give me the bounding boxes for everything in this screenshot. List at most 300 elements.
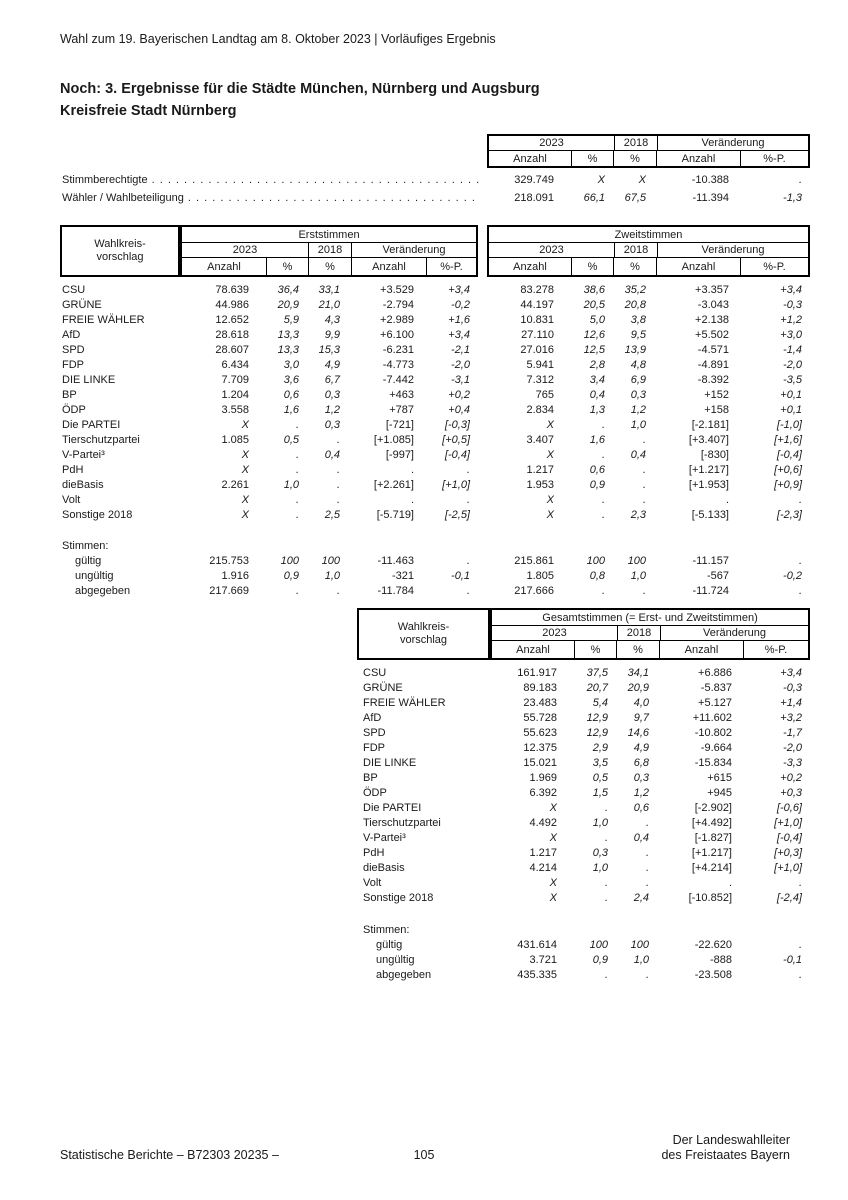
gesamt-change-pctp: +1,4	[780, 697, 802, 709]
zweit-anzahl-2023: 7.312	[526, 374, 554, 386]
gesamt-anzahl-2023: 3.721	[529, 954, 557, 966]
erst-change-pctp: .	[466, 585, 470, 597]
gesamt-change-anzahl: +11.602	[692, 712, 732, 724]
zweit-change-pctp: +0,1	[780, 389, 802, 401]
gesamt-pct-2018: .	[645, 847, 649, 859]
zweit-pct-2018: 1,2	[630, 404, 646, 416]
zweit-pct-2018: 35,2	[624, 284, 646, 296]
gesamt-change-pctp: +3,4	[780, 667, 802, 679]
zweit-pct-2018: 100	[627, 555, 646, 567]
gesamt-pct-2018: 6,8	[633, 757, 649, 769]
gesamt-change-anzahl: -23.508	[694, 969, 732, 981]
value-anzahl-2023: 329.749	[514, 174, 554, 186]
erst-subcol-row	[182, 258, 476, 275]
zweit-change-anzahl: .	[725, 494, 729, 506]
gesamt-pct-2023: 1,0	[592, 862, 608, 874]
erst-pct-2023: 100	[280, 555, 299, 567]
zweit-anzahl-2023: X	[546, 449, 554, 461]
erst-change-pctp: +3,4	[448, 329, 470, 341]
erst-change-pctp: +1,6	[448, 314, 470, 326]
summary-row	[60, 189, 810, 207]
summary-year-row	[489, 136, 808, 151]
erststimmen-title: Erststimmen	[182, 227, 476, 243]
gesamt-pct-2023: 2,9	[592, 742, 608, 754]
summary-subcol-row	[489, 151, 808, 166]
erst-pct-2023: 36,4	[277, 284, 299, 296]
party-row	[60, 343, 810, 358]
erst-pct-2018: .	[336, 464, 340, 476]
column-gap	[478, 283, 487, 298]
zweit-anzahl-2023: 765	[535, 389, 554, 401]
column-gap	[478, 478, 487, 493]
zweit-pct-2018: 3,8	[630, 314, 646, 326]
gesamt-pct-2023: .	[604, 892, 608, 904]
gesamt-pct-2018: 0,3	[633, 772, 649, 784]
erst-pct-2023: .	[295, 464, 299, 476]
title-line-1: Noch: 3. Ergebnisse für die Städte München, Nürnberg und Augsburg	[60, 81, 540, 97]
gesamt-pct-2023: 100	[589, 939, 608, 951]
zweit-anzahl-2023: 3.407	[526, 434, 554, 446]
erst-change-anzahl: [-5.719]	[376, 509, 414, 521]
erst-anzahl-2023: 1.204	[221, 389, 249, 401]
col-2018: 2018	[614, 243, 657, 257]
erst-pct-2018: .	[336, 479, 340, 491]
gesamt-anzahl-2023: X	[549, 877, 557, 889]
party-name: GRÜNE	[363, 682, 403, 694]
col-veraenderung-anzahl: Anzahl	[659, 641, 743, 658]
erst-change-pctp: +0,2	[448, 389, 470, 401]
erst-change-anzahl: -11.463	[377, 555, 414, 567]
wahlkreis-line-2: vorschlag	[399, 634, 448, 646]
gesamt-change-anzahl: +615	[707, 772, 732, 784]
erst-pct-2023: .	[295, 449, 299, 461]
zweit-pct-2023: 0,9	[589, 479, 605, 491]
erst-pct-2023: 1,6	[283, 404, 299, 416]
zweit-change-anzahl: [+3.407]	[688, 434, 729, 446]
party-name: ÖDP	[62, 404, 86, 416]
erst-pct-2018: 33,1	[318, 284, 340, 296]
party-name: dieBasis	[62, 479, 104, 491]
value-change-pctp: .	[798, 174, 802, 186]
stimmen-label: Stimmen:	[62, 540, 109, 552]
stimmen-row	[60, 584, 810, 599]
erst-change-anzahl: .	[410, 464, 414, 476]
erst-change-anzahl: +3.529	[380, 284, 414, 296]
gesamt-anzahl-2023: 1.969	[529, 772, 557, 784]
gesamt-change-pctp: -0,1	[783, 954, 802, 966]
summary-label-cell	[60, 189, 487, 207]
dot-leader	[152, 171, 479, 189]
party-row	[357, 741, 810, 756]
party-name: DIE LINKE	[363, 757, 417, 769]
party-row	[60, 463, 810, 478]
stimmen-row	[357, 953, 810, 968]
wahlkreis-header-cell	[60, 225, 180, 277]
column-gap	[478, 508, 487, 523]
party-row	[357, 711, 810, 726]
col-pct: %	[571, 151, 613, 166]
gesamt-change-anzahl: +5.127	[698, 697, 732, 709]
zweit-change-pctp: +3,4	[780, 284, 802, 296]
erst-anzahl-2023: 12.652	[215, 314, 249, 326]
col-pctp: %-P.	[740, 258, 808, 275]
stimmen-row-label: gültig	[75, 555, 102, 567]
party-name: PdH	[363, 847, 385, 859]
gesamt-anzahl-2023: 55.623	[523, 727, 557, 739]
zweit-pct-2023: 20,5	[583, 299, 605, 311]
erst-change-pctp: .	[466, 464, 470, 476]
zweit-anzahl-2023: 5.941	[526, 359, 554, 371]
erst-pct-2018: 0,3	[324, 419, 340, 431]
column-gap	[478, 328, 487, 343]
total-table-header	[357, 608, 810, 660]
gesamt-change-pctp: -3,3	[783, 757, 802, 769]
gesamt-change-anzahl: -888	[709, 954, 732, 966]
zweit-change-anzahl: [+1.953]	[688, 479, 729, 491]
main-table-body	[60, 283, 810, 523]
gesamt-change-anzahl: -9.664	[700, 742, 732, 754]
column-gap	[478, 358, 487, 373]
erst-change-anzahl: +787	[389, 404, 414, 416]
erst-change-anzahl: [+2.261]	[373, 479, 414, 491]
gesamt-change-pctp: [-2,4]	[776, 892, 802, 904]
gesamt-change-anzahl: -22.620	[694, 939, 732, 951]
zweit-pct-2018: 9,5	[630, 329, 646, 341]
party-row	[357, 726, 810, 741]
erst-change-anzahl: +2.989	[380, 314, 414, 326]
gesamt-change-pctp: [+0,3]	[774, 847, 802, 859]
gesamt-anzahl-2023: 12.375	[523, 742, 557, 754]
value-change-anzahl: -11.394	[692, 192, 729, 204]
zweit-change-pctp: .	[798, 585, 802, 597]
party-row	[60, 508, 810, 523]
column-gap	[478, 554, 487, 569]
party-name: FDP	[363, 742, 385, 754]
gesamt-change-pctp: .	[798, 877, 802, 889]
zweit-pct-2018: 1,0	[630, 570, 646, 582]
gesamt-pct-2023: 1,5	[592, 787, 608, 799]
zweit-pct-2023: 1,6	[589, 434, 605, 446]
zweit-pct-2023: 1,3	[589, 404, 605, 416]
erst-pct-2023: .	[295, 509, 299, 521]
zweit-change-pctp: [-1,0]	[776, 419, 802, 431]
party-name: FDP	[62, 359, 84, 371]
erst-anzahl-2023: 28.618	[215, 329, 249, 341]
gesamt-pct-2023: .	[604, 802, 608, 814]
stimmen-row	[357, 938, 810, 953]
zweit-change-pctp: +1,2	[780, 314, 802, 326]
erst-pct-2018: 21,0	[318, 299, 340, 311]
zweit-change-anzahl: [-5.133]	[691, 509, 729, 521]
erst-pct-2023: 13,3	[277, 329, 299, 341]
party-name: Sonstige 2018	[363, 892, 434, 904]
value-pct-2018: 67,5	[624, 192, 646, 204]
gesamt-pct-2018: .	[645, 877, 649, 889]
stimmen-row	[60, 554, 810, 569]
gesamt-change-anzahl: -5.837	[700, 682, 732, 694]
stimmen-row-label: abgegeben	[75, 585, 131, 597]
gesamt-anzahl-2023: 4.214	[529, 862, 557, 874]
zweit-anzahl-2023: 1.805	[526, 570, 554, 582]
zweit-year-row	[489, 243, 808, 258]
party-row	[357, 801, 810, 816]
zweit-anzahl-2023: 217.666	[514, 585, 554, 597]
total-table-body	[357, 666, 810, 906]
wahlkreis-line-1: Wahlkreis-	[94, 238, 146, 250]
party-row	[60, 403, 810, 418]
party-row	[60, 358, 810, 373]
gesamt-pct-2018: .	[645, 817, 649, 829]
zweit-change-pctp: [-0,4]	[776, 449, 802, 461]
zweit-change-anzahl: +158	[704, 404, 729, 416]
gesamt-pct-2018: 4,9	[633, 742, 649, 754]
erst-change-anzahl: -321	[391, 570, 414, 582]
value-pct-2018: X	[638, 174, 646, 186]
gesamt-anzahl-2023: 23.483	[523, 697, 557, 709]
document-header: Wahl zum 19. Bayerischen Landtag am 8. Oktober 2023 | Vorläufiges Ergebnis	[60, 32, 496, 46]
zweit-change-anzahl: +2.138	[695, 314, 729, 326]
party-name: Tierschutzpartei	[62, 434, 140, 446]
party-row	[60, 328, 810, 343]
party-row	[357, 756, 810, 771]
column-gap	[478, 448, 487, 463]
erststimmen-header-group	[180, 225, 478, 277]
party-row	[60, 433, 810, 448]
erst-pct-2018: 1,2	[324, 404, 340, 416]
party-name: Tierschutzpartei	[363, 817, 441, 829]
erst-change-pctp: -2,1	[451, 344, 470, 356]
party-name: PdH	[62, 464, 84, 476]
zweit-change-pctp: -1,4	[783, 344, 802, 356]
erst-change-pctp: +0,4	[448, 404, 470, 416]
gesamt-change-anzahl: [+4.492]	[691, 817, 732, 829]
zweit-pct-2018: .	[642, 464, 646, 476]
main-table-header	[60, 225, 810, 277]
zweit-pct-2023: 2,8	[589, 359, 605, 371]
erst-pct-2023: 1,0	[283, 479, 299, 491]
zweit-anzahl-2023: X	[546, 419, 554, 431]
gesamt-change-pctp: +0,3	[780, 787, 802, 799]
gesamt-pct-2018: .	[645, 862, 649, 874]
zweit-pct-2018: 6,9	[630, 374, 646, 386]
total-stimmen-section	[357, 922, 810, 983]
party-name: Volt	[363, 877, 382, 889]
gesamt-year-row	[492, 626, 808, 641]
party-row	[357, 861, 810, 876]
zweit-pct-2023: .	[601, 509, 605, 521]
column-gap	[478, 433, 487, 448]
zweit-change-pctp: +0,1	[780, 404, 802, 416]
stimmen-row-label: ungültig	[376, 954, 415, 966]
zweit-change-anzahl: [-830]	[700, 449, 729, 461]
erst-change-anzahl: -2.794	[382, 299, 414, 311]
gesamt-pct-2023: 12,9	[586, 727, 608, 739]
gesamt-change-anzahl: [-10.852]	[688, 892, 732, 904]
erst-anzahl-2023: 217.669	[209, 585, 249, 597]
col-pct-2018: %	[613, 258, 656, 275]
gesamt-anzahl-2023: 89.183	[523, 682, 557, 694]
zweit-pct-2018: .	[642, 585, 646, 597]
col-pctp: %-P.	[740, 151, 808, 166]
erst-anzahl-2023: 3.558	[221, 404, 249, 416]
erst-change-anzahl: -11.784	[377, 585, 414, 597]
gesamt-change-pctp: [+1,0]	[774, 817, 802, 829]
zweit-pct-2023: .	[601, 449, 605, 461]
party-row	[60, 478, 810, 493]
gesamt-pct-2023: 0,5	[592, 772, 608, 784]
erst-pct-2018: 9,9	[324, 329, 340, 341]
erst-change-anzahl: -6.231	[382, 344, 414, 356]
gesamt-change-pctp: [-0,4]	[776, 832, 802, 844]
col-veraenderung-anzahl: Anzahl	[656, 258, 740, 275]
erst-change-pctp: .	[466, 494, 470, 506]
erst-anzahl-2023: 1.916	[221, 570, 249, 582]
zweit-change-anzahl: +3.357	[695, 284, 729, 296]
erst-pct-2018: 4,3	[324, 314, 340, 326]
col-pct: %	[571, 258, 613, 275]
erst-anzahl-2023: 2.261	[221, 479, 249, 491]
value-anzahl-2023: 218.091	[514, 192, 554, 204]
party-name: BP	[62, 389, 77, 401]
zweit-change-pctp: -2,0	[783, 359, 802, 371]
zweit-anzahl-2023: 1.953	[526, 479, 554, 491]
gesamt-pct-2023: .	[604, 877, 608, 889]
zweit-pct-2018: 1,0	[630, 419, 646, 431]
party-row	[60, 448, 810, 463]
gesamt-pct-2018: 1,0	[633, 954, 649, 966]
party-name: Die PARTEI	[363, 802, 422, 814]
gesamt-anzahl-2023: X	[549, 892, 557, 904]
erst-anzahl-2023: 1.085	[221, 434, 249, 446]
col-2023: 2023	[542, 627, 567, 639]
zweit-pct-2018: 2,3	[630, 509, 646, 521]
zweit-anzahl-2023: X	[546, 494, 554, 506]
zweit-change-pctp: [+0,6]	[774, 464, 802, 476]
gesamt-pct-2018: .	[645, 969, 649, 981]
col-pct: %	[266, 258, 308, 275]
party-name: FREIE WÄHLER	[363, 697, 446, 709]
gesamt-change-anzahl: +945	[707, 787, 732, 799]
erst-change-anzahl: +6.100	[380, 329, 414, 341]
erst-pct-2023: 0,5	[283, 434, 299, 446]
zweit-change-anzahl: [-2.181]	[691, 419, 729, 431]
erst-anzahl-2023: X	[241, 449, 249, 461]
zweit-change-pctp: .	[798, 555, 802, 567]
zweitstimmen-header-group	[487, 225, 810, 277]
zweit-anzahl-2023: 27.016	[520, 344, 554, 356]
zweit-pct-2023: 0,4	[589, 389, 605, 401]
erst-change-anzahl: [+1.085]	[373, 434, 414, 446]
gesamt-pct-2018: 20,9	[627, 682, 649, 694]
zweit-anzahl-2023: 10.831	[520, 314, 554, 326]
col-anzahl: Anzahl	[513, 260, 547, 273]
erst-change-pctp: -0,1	[451, 570, 470, 582]
column-gap	[478, 373, 487, 388]
erst-pct-2018: 1,0	[324, 570, 340, 582]
erst-change-pctp: +3,4	[448, 284, 470, 296]
party-row	[60, 373, 810, 388]
column-gap	[478, 418, 487, 433]
gesamt-change-anzahl: [+4.214]	[691, 862, 732, 874]
gesamt-pct-2023: 1,0	[592, 817, 608, 829]
zweit-pct-2023: 38,6	[583, 284, 605, 296]
erst-anzahl-2023: 78.639	[215, 284, 249, 296]
zweit-pct-2018: 0,3	[630, 389, 646, 401]
col-2018: 2018	[617, 626, 660, 640]
gesamt-anzahl-2023: X	[549, 832, 557, 844]
gesamt-change-pctp: [+1,0]	[774, 862, 802, 874]
gesamt-subcol-row	[492, 641, 808, 658]
erst-change-pctp: [-0,3]	[444, 419, 470, 431]
erst-year-row	[182, 243, 476, 258]
gesamt-pct-2023: 3,5	[592, 757, 608, 769]
gesamt-change-anzahl: [-1.827]	[694, 832, 732, 844]
zweit-pct-2023: 0,8	[589, 570, 605, 582]
zweit-pct-2023: .	[601, 419, 605, 431]
party-row	[60, 283, 810, 298]
erst-change-pctp: -0,2	[451, 299, 470, 311]
party-name: Sonstige 2018	[62, 509, 133, 521]
gesamt-pct-2023: 20,7	[586, 682, 608, 694]
zweit-change-anzahl: [+1.217]	[688, 464, 729, 476]
erst-change-pctp: .	[466, 555, 470, 567]
column-gap	[478, 388, 487, 403]
erst-anzahl-2023: X	[241, 419, 249, 431]
footer-publisher-line-1: Der Landeswahlleiter	[672, 1133, 790, 1147]
gesamt-pct-2023: 5,4	[592, 697, 608, 709]
zweit-anzahl-2023: 2.834	[526, 404, 554, 416]
col-pct-2018: %	[616, 641, 659, 658]
gesamt-change-pctp: .	[798, 939, 802, 951]
col-veraenderung-anzahl: Anzahl	[351, 258, 426, 275]
erst-change-pctp: [-2,5]	[444, 509, 470, 521]
erst-pct-2023: .	[295, 585, 299, 597]
gesamt-pct-2023: 12,9	[586, 712, 608, 724]
party-row	[357, 786, 810, 801]
dot-leader	[188, 189, 479, 207]
zweit-subcol-row	[489, 258, 808, 275]
col-veraenderung: Veränderung	[351, 243, 476, 257]
zweit-change-anzahl: +152	[704, 389, 729, 401]
col-veraenderung: Veränderung	[657, 136, 808, 150]
page-title	[60, 78, 540, 122]
column-gap	[478, 343, 487, 358]
erst-pct-2023: 0,6	[283, 389, 299, 401]
gesamt-change-pctp: +3,2	[780, 712, 802, 724]
party-name: GRÜNE	[62, 299, 102, 311]
zweit-anzahl-2023: 1.217	[526, 464, 554, 476]
gesamt-pct-2023: 0,9	[592, 954, 608, 966]
gesamt-anzahl-2023: X	[549, 802, 557, 814]
erst-anzahl-2023: X	[241, 464, 249, 476]
zweit-anzahl-2023: 44.197	[520, 299, 554, 311]
gesamt-pct-2023: 0,3	[592, 847, 608, 859]
zweitstimmen-title: Zweitstimmen	[489, 227, 808, 243]
stimmen-row-label: abgegeben	[376, 969, 432, 981]
summary-row	[60, 171, 810, 189]
stimmen-row	[60, 569, 810, 584]
party-name: CSU	[62, 284, 86, 296]
gesamt-change-anzahl: -10.802	[694, 727, 732, 739]
zweit-change-anzahl: -11.157	[692, 555, 729, 567]
wahlkreis-line-1: Wahlkreis-	[397, 621, 450, 633]
summary-label: Wähler / Wahlbeteiligung	[62, 192, 184, 204]
gesamt-pct-2018: 2,4	[633, 892, 649, 904]
party-row	[357, 816, 810, 831]
gesamtstimmen-header-group	[490, 608, 810, 660]
column-gap	[478, 313, 487, 328]
gesamtstimmen-title: Gesamtstimmen (= Erst- und Zweitstimmen)	[492, 610, 808, 626]
